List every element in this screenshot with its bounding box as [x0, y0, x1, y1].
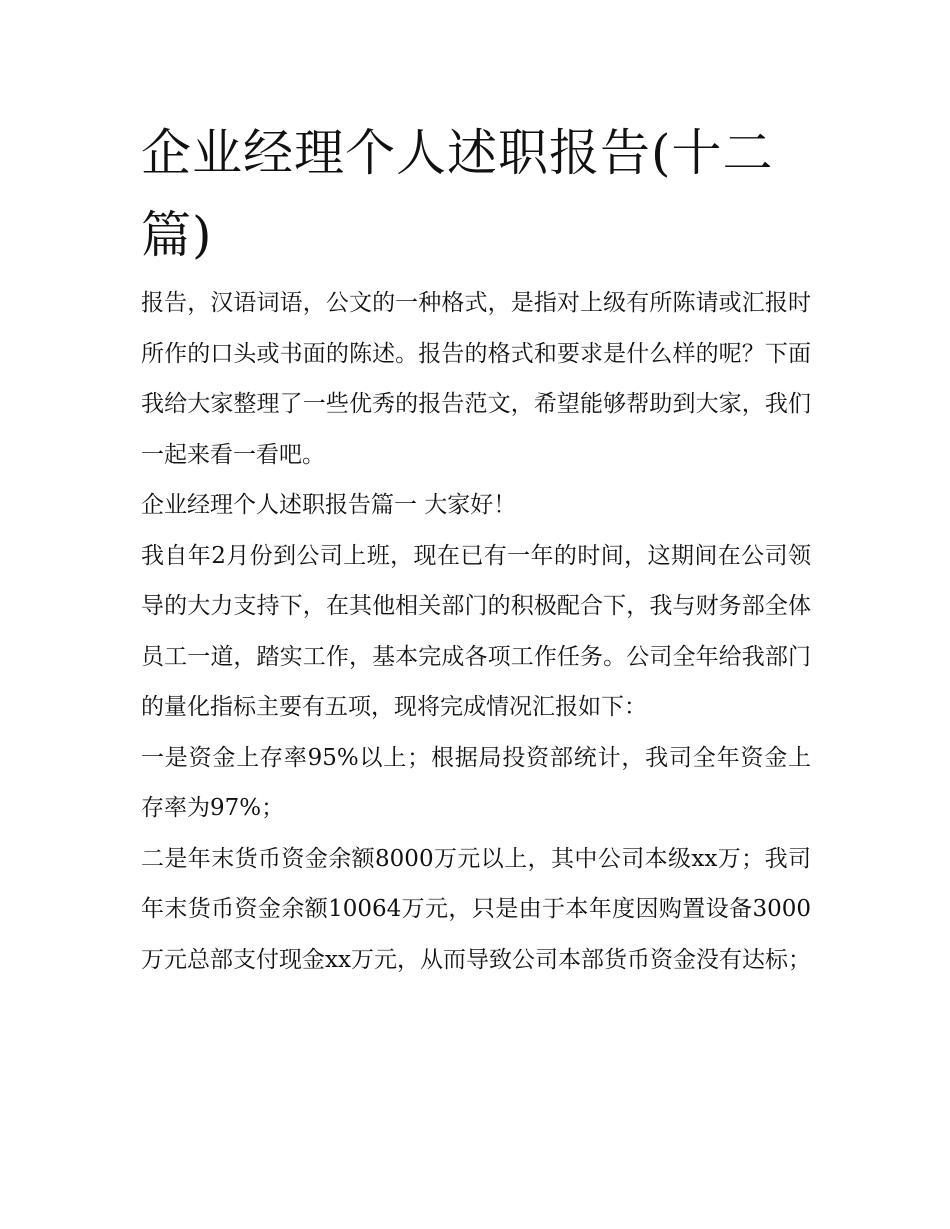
paragraph-intro: 报告，汉语词语，公文的一种格式，是指对上级有所陈请或汇报时所作的口头或书面的陈述。报告的格式和要求是什么样的呢？下面我给大家整理了一些优秀的报告范文，希望能够帮助到大家，我们一起来看一看吧。	[141, 290, 811, 468]
paragraph-section-heading: 企业经理个人述职报告篇一 大家好！	[141, 492, 517, 518]
paragraph-item-one: 一是资金上存率95%以上；根据局投资部统计，我司全年资金上存率为97%；	[141, 744, 811, 821]
document-body	[141, 278, 811, 985]
paragraph-item-two: 二是年末货币资金余额8000万元以上，其中公司本级xx万；我司年末货币资金余额10064万元，只是由于本年度因购置设备3000万元总部支付现金xx万元，从而导致公司本部货币资金没有达标；	[141, 845, 811, 973]
paragraph-summary: 我自年2月份到公司上班，现在已有一年的时间，这期间在公司领导的大力支持下，在其他相关部门的积极配合下，我与财务部全体员工一道，踏实工作，基本完成各项工作任务。公司全年给我部门的量化指标主要有五项，现将完成情况汇报如下：	[141, 542, 811, 720]
document-title: 企业经理个人述职报告(十二篇)	[141, 124, 774, 264]
